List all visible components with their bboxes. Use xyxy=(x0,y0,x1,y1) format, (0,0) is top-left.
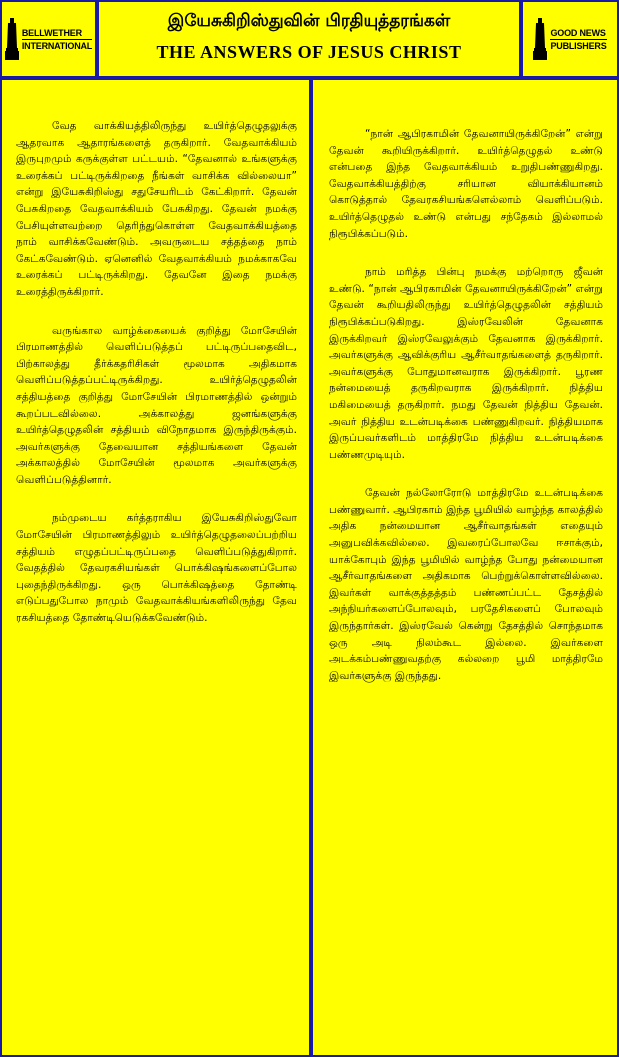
logo-text-line-1: BELLWETHER xyxy=(22,27,92,40)
right-paragraph-1: “நான் ஆபிரகாமின் தேவனாயிருக்கிறேன்” என்று தேவன் கூறியிருக்கிறார். உயிர்த்தெழுதல் உண்டு என்பதை இந்த வேதவாக்கியம் உறுதிபண்ணுகிறது. வேதவாக்கியத்திற்கு சரியான வியாக்கியானம் கொடுத்தால் தேவரகசியங்களெல்லாம் வெளிப்படும். உயிர்த்தெழுதல் உண்டு என்பது சந்தேகம் இல்லாமல் நிரூபிக்கப்படும். xyxy=(329,128,603,240)
right-logo-box xyxy=(521,0,619,78)
left-paragraph-1: வேத வாக்கியத்திலிருந்து உயிர்த்தெழுதலுக்கு ஆதரவாக ஆதாரங்களைத் தருகிறார். வேதவாக்கியம் இருபுறமும் கருக்குள்ள பட்டயம். “தேவனால் உங்களுக்கு உரைக்கப் பட்டிருக்கிறதை நீங்கள் வாசிக்க வில்லையா” என்று இயேசுகிறிஸ்து சதுசேயரிடம் கேட்கிறார். தேவன் பேசுகிறதை வேதவாக்கியம் பேசுகிறது. தேவன் நமக்கு பேசியுள்ளவற்றை தெரிந்துகொள்ள வேதவாக்கியத்தை நாம் வாசிக்கவேண்டும். அவருடைய சத்தத்தை நாம் கேட்கவேண்டும். ஏனெனில் வேதவாக்கியம் நமக்காகவே உரைக்கப் பட்டிருக்கிறது. தேவனே இதை நமக்கு உரைத்திருக்கிறார். xyxy=(16,120,297,298)
right-paragraph-2: நாம் மரித்த பின்பு நமக்கு மற்றொரு ஜீவன் உண்டு. “நான் ஆபிரகாமின் தேவனாயிருக்கிறேன்” என்று தேவன் கூறியதிலிருந்து உயிர்த்தெழுதலின் சத்தியம் நிரூபிக்கப்படுகிறது. இஸ்ரவேலின் தேவனாக இருக்கிறவர் இஸ்ரவேலுக்கும் தேவனாக இருக்கிறார். அவர்களுக்கு ஆவிக்குரிய ஆசீர்வாதங்களைத் தருகிறார். அவர்களுக்கு போதுமானவராக இருக்கிறார். பூரண நன்மையைத் தருகிறவராக இருக்கிறார். நித்திய மகிமையைத் தருகிறார். நமது தேவன் நித்திய தேவன். அவர் நித்திய உடன்படிக்கை பண்ணுகிறவர். நித்தியமாக இருப்பவர்களிடம் மாத்திரமே நித்திய உடன்படிக்கை பண்ணமுடியும். xyxy=(329,266,603,461)
logo-text-line-2: INTERNATIONAL xyxy=(21,40,93,51)
left-paragraph-3: நம்முடைய கர்த்தராகிய இயேசுகிறிஸ்துவோ மோசேயின் பிரமாணத்திலும் உயிர்த்தெழுதலைப்பற்றிய சத்தியம் எழுதப்பட்டிருப்பதை வெளிப்படுத்துகிறார். வேதத்தில் தேவரகசியங்கள் பொக்கிஷங்களைப்போல புதைந்திருக்கிறது. ஒரு பொக்கிஷத்தை தோண்டி எடுப்பதுபோல நாமும் வேதவாக்கியங்களிலிருந்து தேவ ரகசியத்தை தோண்டியெடுக்கவேண்டும். xyxy=(16,512,297,625)
english-title: THE ANSWERS OF JESUS CHRIST xyxy=(156,42,462,62)
title-box xyxy=(97,0,521,78)
bellwether-statue-icon xyxy=(5,18,19,60)
logo-text-line-1: GOOD NEWS xyxy=(550,27,606,38)
right-column xyxy=(311,78,619,1057)
left-paragraph-2: வருங்கால வாழ்க்கையைக் குறித்து மோசேயின் பிரமாணத்தில் வெளிப்படுத்தப் பட்டிருப்பதைவிட, பிற்காலத்து தீர்க்கதரிசிகள் மூலமாக அதிகமாக வெளிப்படுத்தப்பட்டிருக்கிறது. உயிர்த்தெழுதலின் சத்தியத்தை குறித்து மோசேயின் பிரமாணத்தில் ஒன்றும் கூறப்படவில்லை. அக்காலத்து ஜனங்களுக்கு உயிர்த்தெழுதலின் சத்தியம் விநோதமாக இருந்திருக்கும். அவர்களுக்கு தேவையான சத்தியங்களை தேவன் அக்காலத்தில் மோசேயின் மூலமாக அவர்களுக்கு வெளிப்படுத்தினார். xyxy=(16,324,297,486)
tamil-title: இயேசுகிறிஸ்துவின் பிரதியுத்தரங்கள் xyxy=(167,11,451,31)
bellwether-logo xyxy=(5,18,92,60)
left-column xyxy=(0,78,311,1057)
logo-text-line-2: PUBLISHERS xyxy=(550,40,607,51)
left-logo-box xyxy=(0,0,97,78)
right-paragraph-3: தேவன் நல்லோரோடு மாத்திரமே உடன்படிக்கை பண்ணுவார். ஆபிரகாம் இந்த பூமியில் வாழ்ந்த காலத்தில் அதிக நன்மையான ஆசீர்வாதங்கள் எதையும் அனுபவிக்கவில்லை. இவரைப்போலவே ஈசாக்கும், யாக்கோபும் இந்த பூமியில் வாழ்ந்த போது நன்மையான ஆசீர்வாதங்களை அதிகமாக பெற்றுக்கொள்ளவில்லை. இவர்கள் வாக்குத்தத்தம் பண்ணப்பட்ட தேசத்தில் அந்நியர்களைப்போலவும், பரதேசிகளைப் போலவும் இருந்தார்கள். இஸ்ரவேல் கென்று தேசத்தில் சொந்தமாக ஒரு அடி நிலம்கூட இல்லை. இவர்களை அடக்கம்பண்ணுவதற்கு கல்லறை பூமி மாத்திரமே இவர்களுக்கு இருந்தது. xyxy=(329,487,603,682)
good-news-statue-icon xyxy=(533,18,547,60)
good-news-logo xyxy=(533,18,606,60)
